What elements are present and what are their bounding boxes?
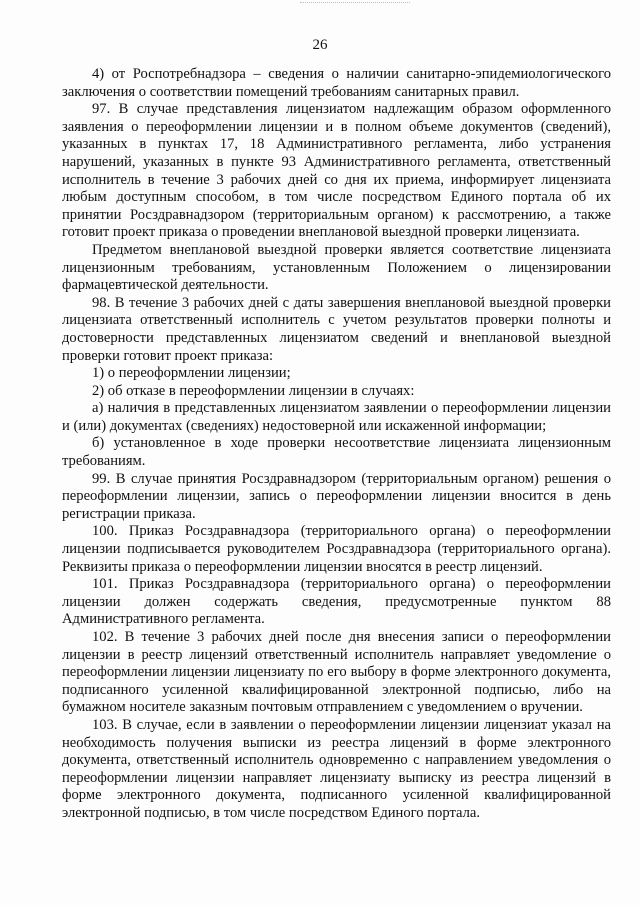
paragraph: 102. В течение 3 рабочих дней после дня внесения записи о переоформлении лицензии в реестр лицензий ответственный исполнитель направляет уведомление о переоформлении лицензии лицензиату по его выбору в форме электронного документа, подписанного усиленной квалифицированной электронной подписью, либо на бумажном носителе заказным почтовым отправлением с уведомлением о вручении. [62, 629, 611, 716]
paragraph: 2) об отказе в переоформлении лицензии в случаях: [92, 382, 415, 399]
paragraph: 99. В случае принятия Росздравнадзором (территориальным органом) решения о переоформлении лицензии, запись о переоформлении лицензии вносится в день регистрации приказа. [62, 470, 611, 522]
paragraph: 103. В случае, если в заявлении о переоформлении лицензии лицензиат указал на необходимость получения выписки из реестра лицензий в форме электронного документа, ответственный исполнитель одновременно с направлением уведомления о переоформлении лицензии направляет лицензиату выписку из реестра лицензий в форме электронного документа, подписанного усиленной квалифицированной электронной подписью, в том числе посредством Единого портала. [62, 716, 611, 821]
scan-artifact [300, 2, 410, 13]
paragraph: б) установленное в ходе проверки несоответствие лицензиата лицензионным требованиям. [62, 435, 611, 470]
page-number: 26 [312, 37, 328, 53]
paragraph: Предметом внеплановой выездной проверки является соответствие лицензиата лицензионным требованиям, установленным Положением о лицензировании фармацевтической деятельности. [62, 241, 611, 294]
document-body [62, 66, 611, 823]
paragraph: 97. В случае представления лицензиатом надлежащим образом оформленного заявления о переоформлении лицензии и в полном объеме документов (сведений), указанных в пунктах 17, 18 Административного регламента, либо устранения нарушений, указанных в пункте 93 Административного регламента, ответственный исполнитель в течение 3 рабочих дней со дня их приема, информирует лицензиата любым доступным способом, в том числе посредством Единого портала об их принятии Росздравнадзором (территориальным органом) к рассмотрению, а также готовит проект приказа о проведении внеплановой выездной проверки лицензиата. [62, 101, 611, 241]
paragraph: 100. Приказ Росздравнадзора (территориального органа) о переоформлении лицензии подписывается руководителем Росздравнадзора (территориального органа). Реквизиты приказа о переоформлении лицензии вносятся в реестр лицензий. [62, 523, 611, 575]
paragraph: 98. В течение 3 рабочих дней с даты завершения внеплановой выездной проверки лицензиата ответственный исполнитель с учетом результатов проверки полноты и достоверности представленных лицензиатом сведений и внеплановой выездной проверки готовит проект приказа: [62, 294, 611, 364]
paragraph: а) наличия в представленных лицензиатом заявлении о переоформлении лицензии и (или) документах (сведениях) недостоверной или искаженной информации; [62, 400, 611, 434]
paragraph: 4) от Роспотребнадзора – сведения о наличии санитарно-эпидемиологического заключения о соответствии помещений требованиям санитарных правил. [62, 66, 611, 100]
paragraph: 101. Приказ Росздравнадзора (территориального органа) о переоформлении лицензии должен содержать сведения, предусмотренные пунктом 88 Административного регламента. [62, 576, 611, 628]
paragraph: 1) о переоформлении лицензии; [92, 365, 291, 382]
